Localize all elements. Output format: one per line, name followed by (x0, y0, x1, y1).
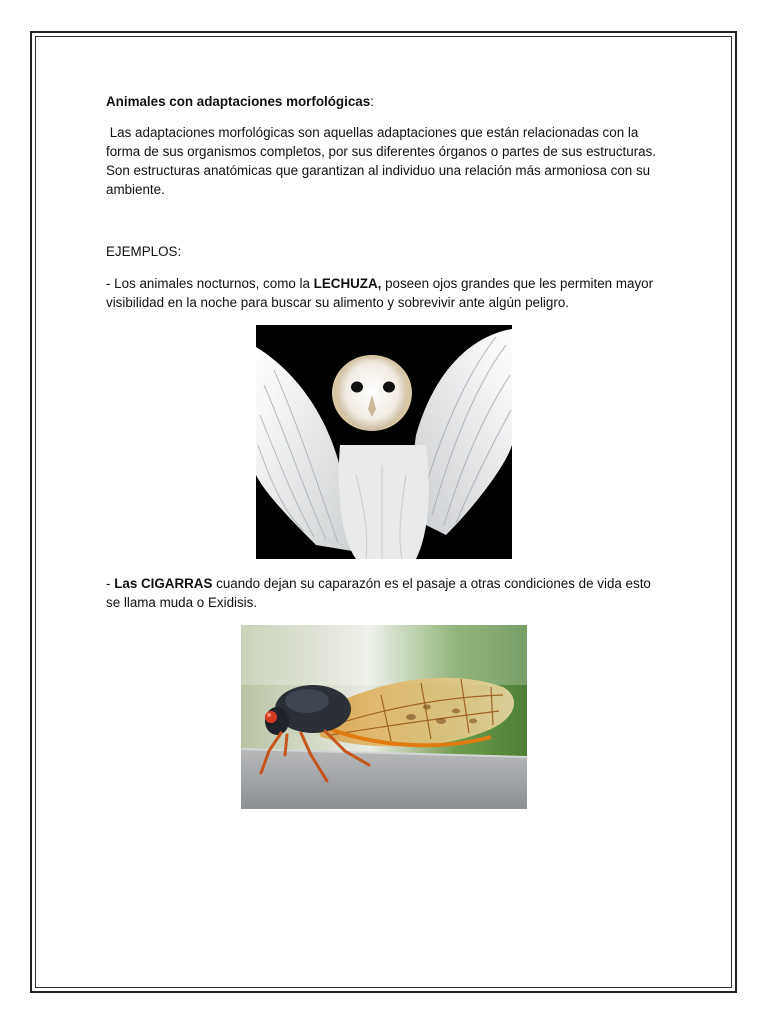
owl-example-prefix: - Los animales nocturnos, como la (106, 276, 314, 291)
cicada-example-suffix: cuando dejan su caparazón es el pasaje a otras condiciones de vida esto se llama muda o Exidisis. (106, 576, 651, 610)
examples-label: EJEMPLOS: (106, 244, 182, 259)
cicada-example-prefix: - (106, 576, 115, 591)
owl-example-suffix: poseen ojos grandes que les permiten mayor visibilidad en la noche para buscar su alimento y sobrevivir ante algún peligro. (106, 276, 654, 310)
owl-example-paragraph (106, 274, 666, 312)
cicada-example-paragraph (106, 574, 666, 612)
heading-title: Animales con adaptaciones morfológicas (106, 94, 371, 109)
heading-colon: : (370, 94, 374, 109)
owl-example-bold: LECHUZA, (313, 276, 382, 291)
cicada-image (241, 625, 527, 809)
section-heading (106, 92, 666, 111)
cicada-example-bold: Las CIGARRAS (114, 576, 213, 591)
intro-paragraph: Las adaptaciones morfológicas son aquellas adaptaciones que están relacionadas con la forma de sus organismos completos, por sus diferentes órganos o partes de sus estructuras. Son estructuras anatómicas que garantizan al individuo una relación más armoniosa con su ambiente. (106, 125, 660, 197)
barn-owl-image (256, 325, 512, 559)
